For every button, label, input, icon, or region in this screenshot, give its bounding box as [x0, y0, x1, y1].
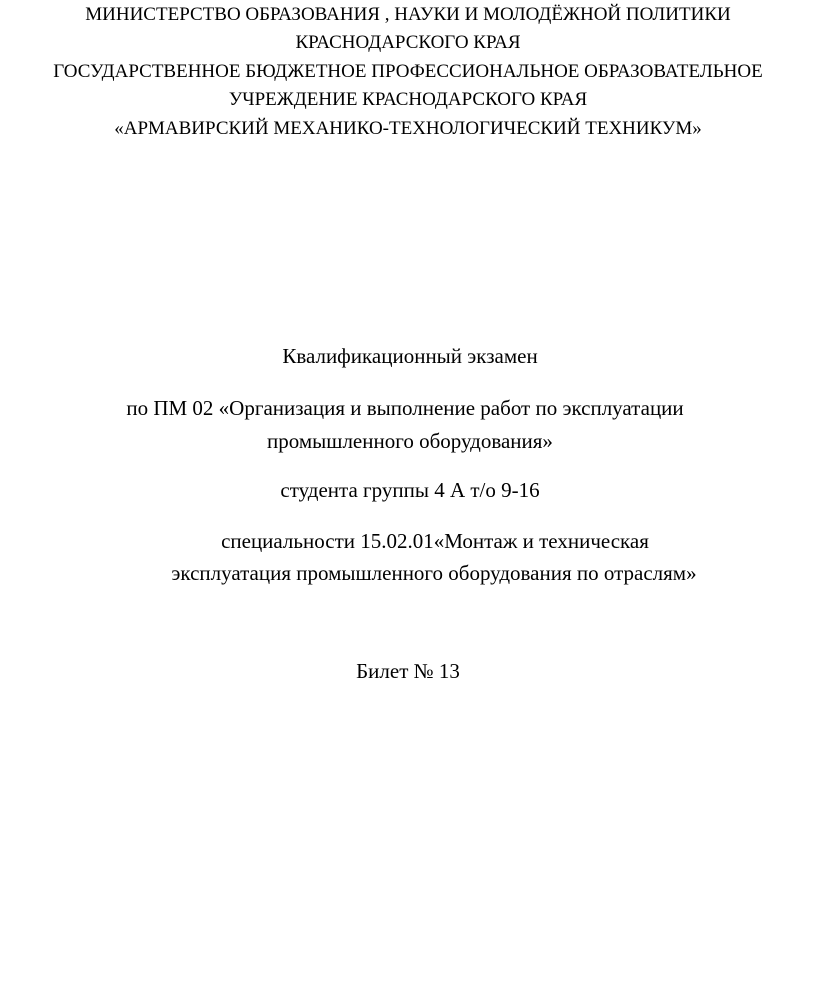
ticket-number: Билет № 13	[356, 659, 460, 683]
module-line-2: промышленного оборудования»	[267, 429, 553, 453]
module-line-1: по ПМ 02 «Организация и выполнение работ по эксплуатации	[126, 396, 684, 420]
specialty-line-1: специальности 15.02.01«Монтаж и техническая	[221, 529, 649, 553]
ministry-line-1: МИНИСТЕРСТВО ОБРАЗОВАНИЯ , НАУКИ И МОЛОДЁЖНОЙ ПОЛИТИКИ	[85, 4, 731, 25]
exam-title: Квалификационный экзамен	[282, 344, 538, 368]
specialty-line-2: эксплуатация промышленного оборудования по отраслям»	[171, 561, 697, 585]
institution-line-1: ГОСУДАРСТВЕННОЕ БЮДЖЕТНОЕ ПРОФЕССИОНАЛЬНОЕ ОБРАЗОВАТЕЛЬНОЕ	[53, 61, 763, 82]
student-group: студента группы 4 А т/о 9-16	[280, 478, 540, 502]
institution-line-2: УЧРЕЖДЕНИЕ КРАСНОДАРСКОГО КРАЯ	[228, 89, 588, 110]
ministry-line-2: КРАСНОДАРСКОГО КРАЯ	[295, 32, 521, 53]
college-name: «АРМАВИРСКИЙ МЕХАНИКО-ТЕХНОЛОГИЧЕСКИЙ ТЕХНИКУМ»	[114, 118, 702, 139]
